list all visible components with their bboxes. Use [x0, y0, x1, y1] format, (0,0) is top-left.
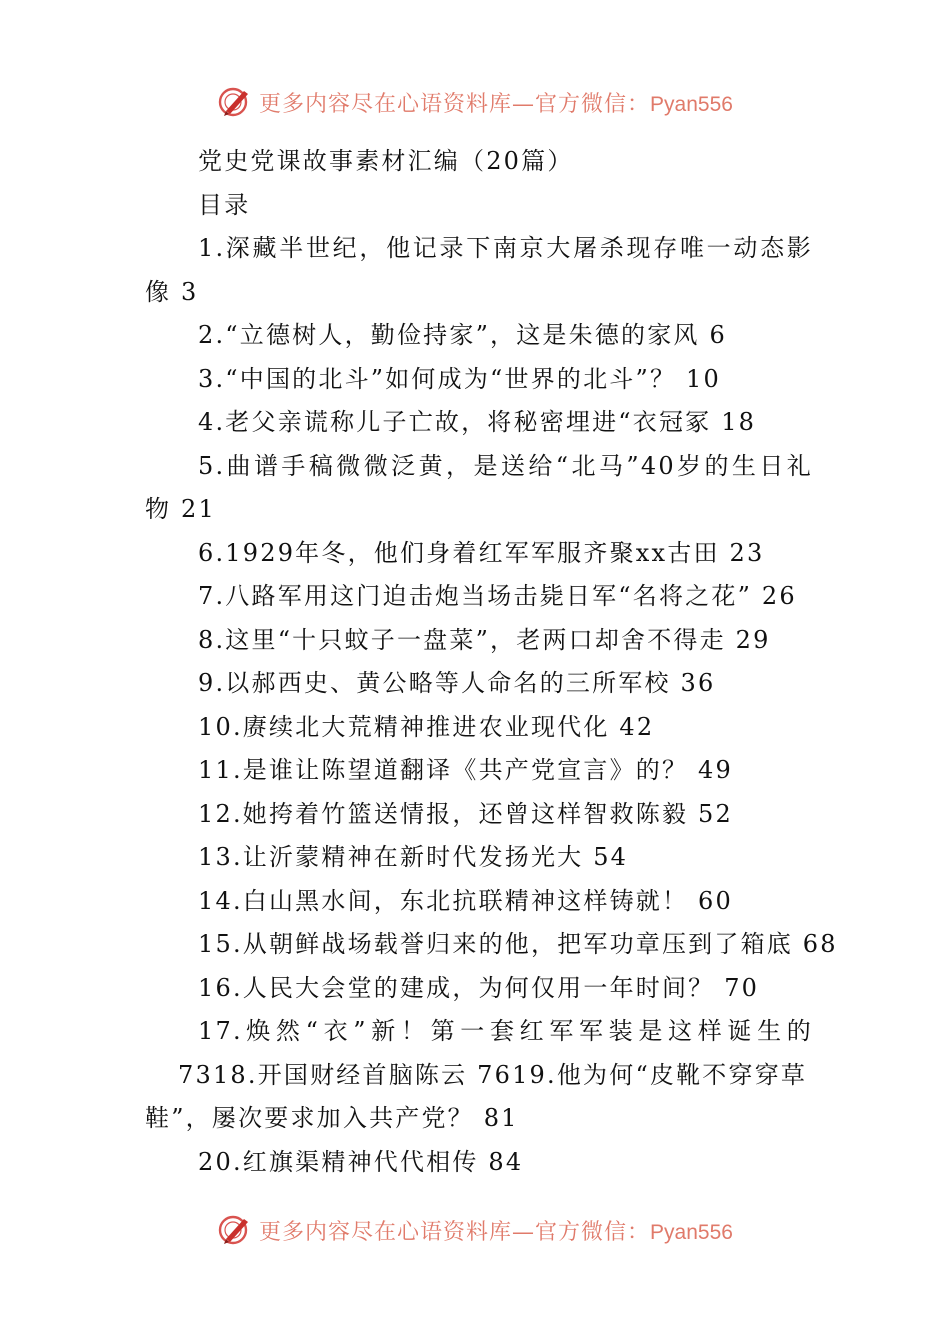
watermark-text: 更多内容尽在心语资料库—官方微信：Pyan556 [259, 1219, 733, 1245]
toc-line: 9.以郝西史、黄公略等人命名的三所军校 36 [198, 669, 716, 697]
toc-line: 7318.开国财经首脑陈云 7619.他为何“皮靴不穿穿草 [178, 1060, 808, 1089]
toc-line: 3.“中国的北斗”如何成为“世界的北斗”？ 10 [198, 364, 721, 393]
toc-line: 8.这里“十只蚊子一盘菜”，老两口却舍不得走 29 [198, 625, 771, 654]
watermark-header [0, 82, 950, 122]
toc-line: 鞋”，屡次要求加入共产党？ 81 [145, 1104, 519, 1132]
toc-line: 2.“立德树人，勤俭持家”，这是朱德的家风 6 [198, 321, 727, 349]
toc-line: 13.让沂蒙精神在新时代发扬光大 54 [198, 843, 629, 871]
toc-line: 7.八路军用这门迫击炮当场击毙日军“名将之花” 26 [198, 582, 797, 610]
pen-logo-icon [217, 1212, 253, 1248]
toc-line: 16.人民大会堂的建成，为何仅用一年时间？ 70 [198, 973, 760, 1002]
toc-line: 1.深藏半世纪，他记录下南京大屠杀现存唯一动态影 [198, 234, 813, 262]
toc-line: 14.白山黑水间，东北抗联精神这样铸就！ 60 [198, 886, 733, 915]
toc-line: 11.是谁让陈望道翻译《共产党宣言》的？ 49 [198, 756, 733, 784]
pen-logo-icon [217, 84, 253, 120]
toc-line: 12.她挎着竹篮送情报，还曾这样智救陈毅 52 [198, 799, 733, 828]
toc-line: 20.红旗渠精神代代相传 84 [198, 1147, 524, 1176]
watermark-text: 更多内容尽在心语资料库—官方微信：Pyan556 [259, 91, 733, 117]
toc-line: 15.从朝鲜战场载誉归来的他，把军功章压到了箱底 68 [198, 930, 838, 958]
toc-line: 17.焕然“衣”新！第一套红军军装是这样诞生的 [198, 1017, 813, 1045]
toc-line: 物 21 [145, 495, 216, 523]
toc-line: 像 3 [145, 277, 199, 306]
toc-line: 6.1929年冬，他们身着红军军服齐聚xx古田 23 [198, 538, 765, 567]
toc-heading: 目录 [198, 190, 251, 219]
toc-line: 5.曲谱手稿微微泛黄，是送给“北马”40岁的生日礼 [198, 451, 813, 480]
document-title: 党史党课故事素材汇编（20篇） [198, 147, 574, 175]
toc-line: 10.赓续北大荒精神推进农业现代化 42 [198, 712, 655, 741]
document-body [145, 140, 838, 1184]
watermark-footer [0, 1210, 950, 1250]
toc-line: 4.老父亲谎称儿子亡故，将秘密埋进“衣冠冢 18 [198, 408, 757, 436]
